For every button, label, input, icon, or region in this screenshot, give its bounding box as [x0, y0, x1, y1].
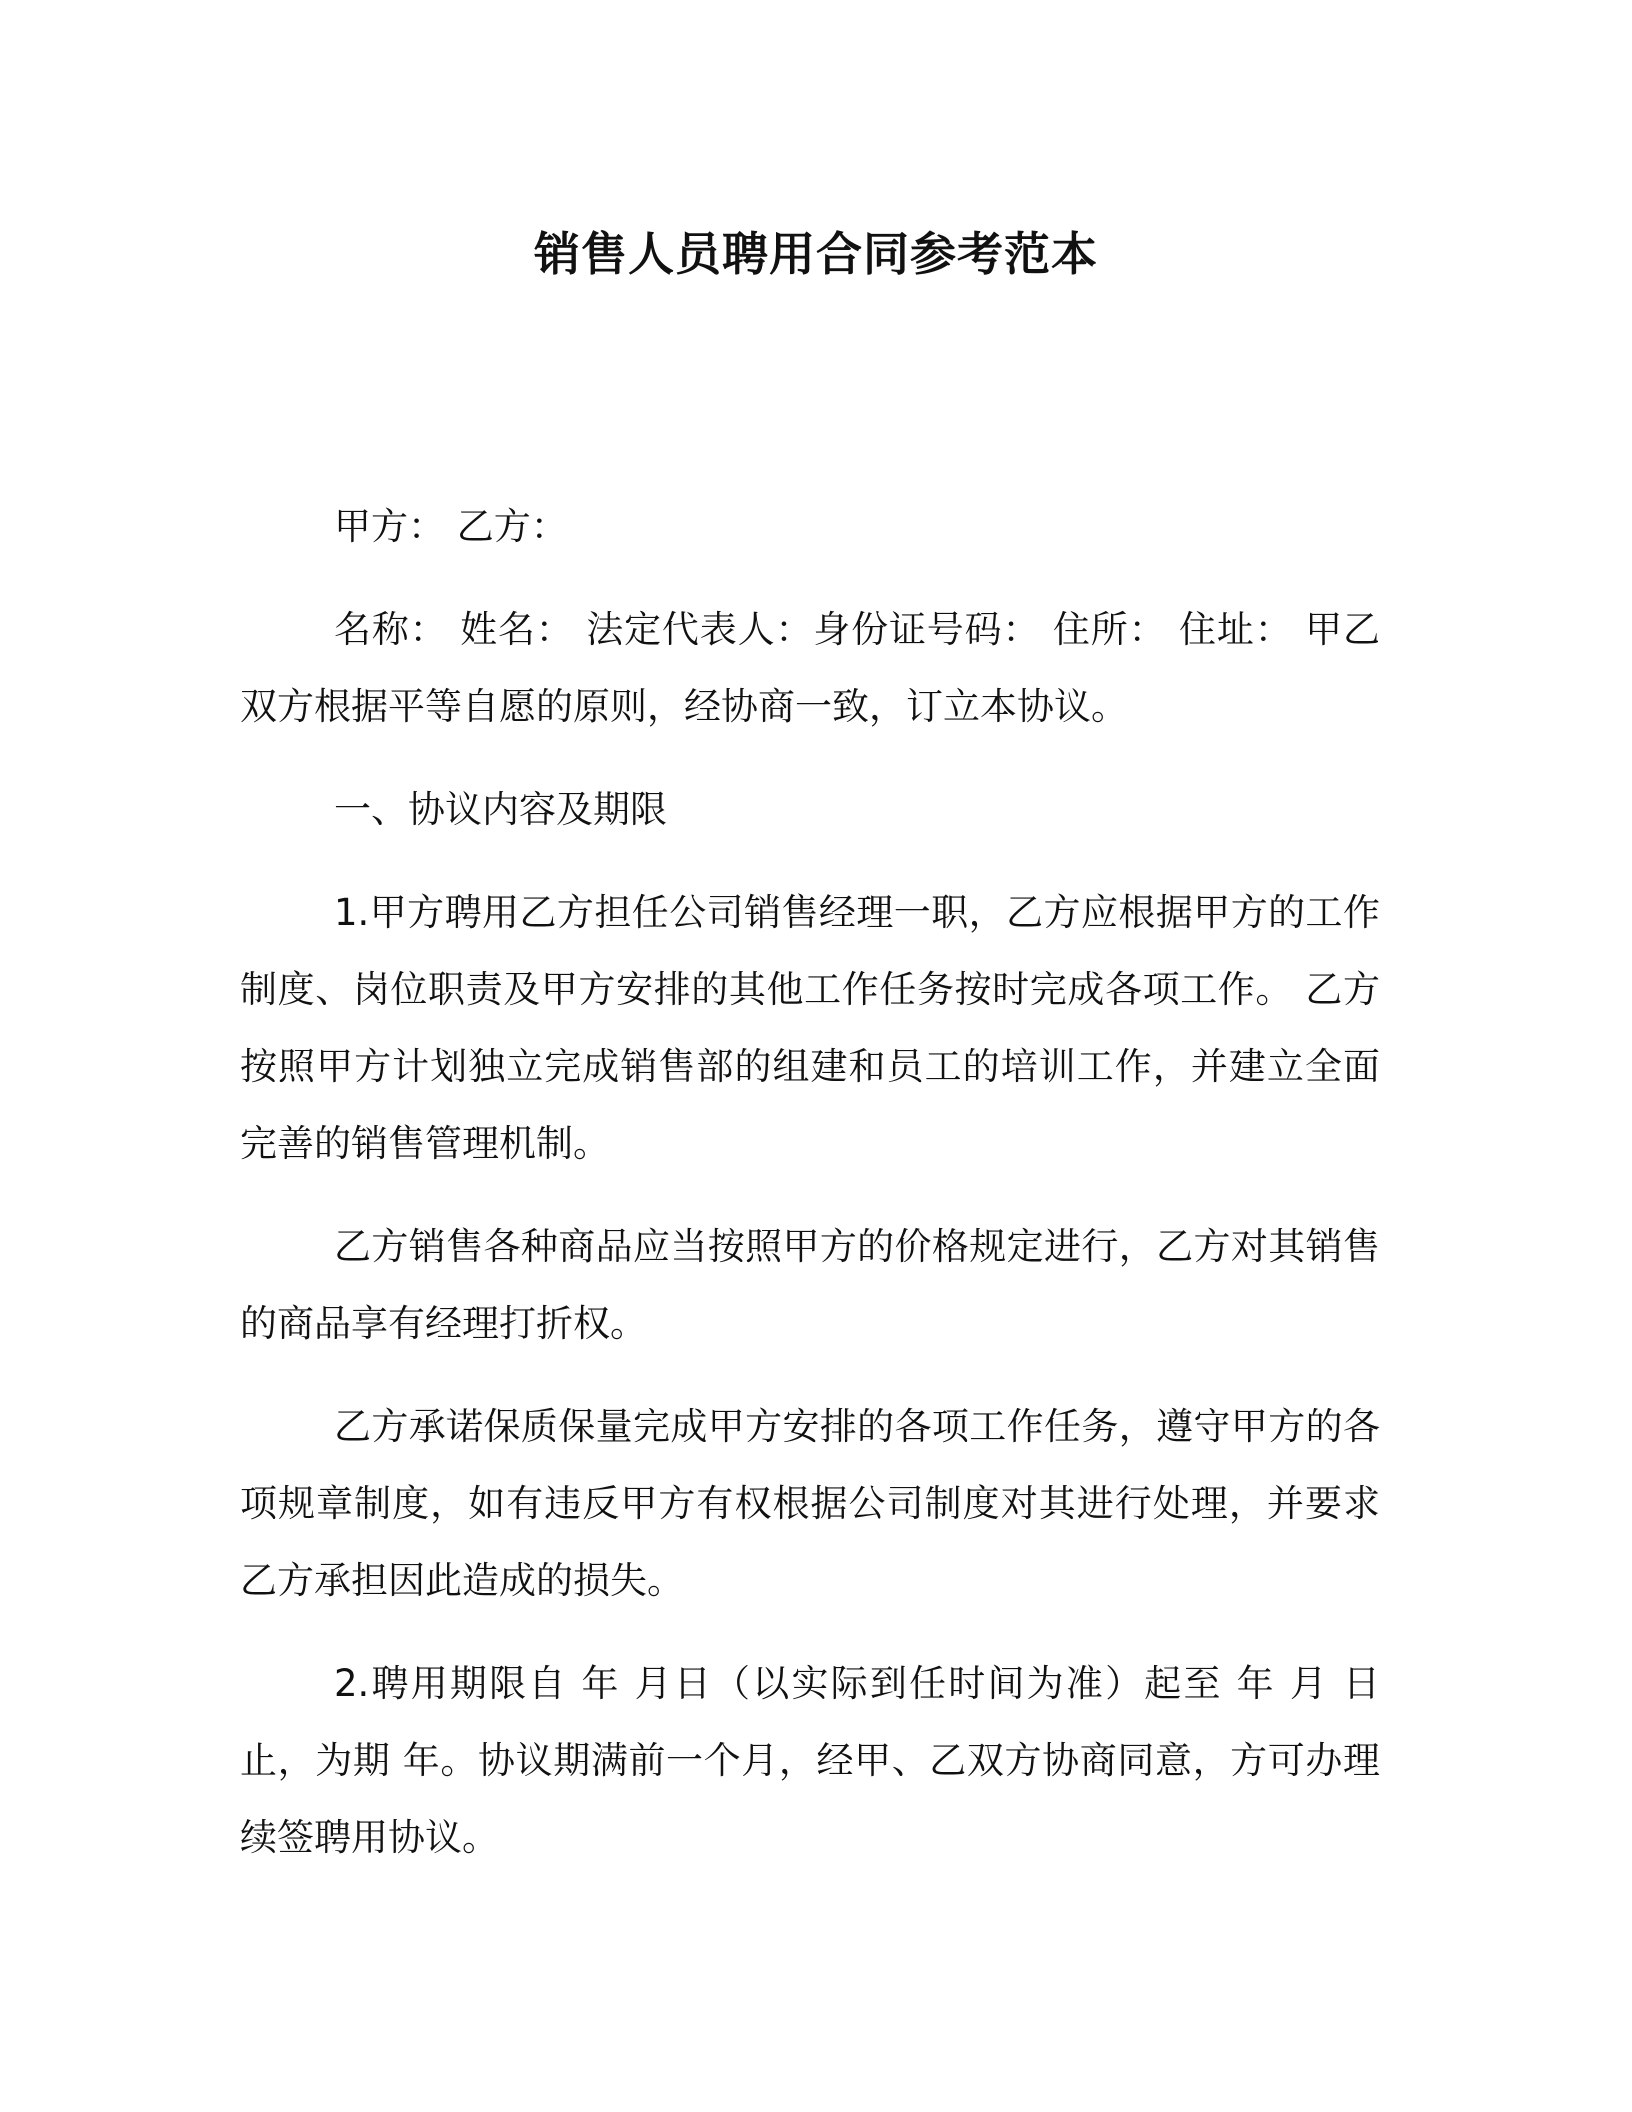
- document-body: [240, 488, 1380, 1902]
- party-details-paragraph: 名称： 姓名： 法定代表人：身份证号码： 住所： 住址： 甲乙双方根据平等自愿的原则，经协商一致，订立本协议。: [240, 608, 1380, 728]
- clause-2-paragraph: 2.聘用期限自 年 月日（以实际到任时间为准）起至 年 月 日止，为期 年。协议期满前一个月，经甲、乙双方协商同意，方可办理续签聘用协议。: [240, 1662, 1380, 1859]
- document-title: 销售人员聘用合同参考范本: [534, 227, 1098, 281]
- section-heading-1: 一、协议内容及期限: [334, 788, 667, 831]
- clause-1-paragraph: 1.甲方聘用乙方担任公司销售经理一职，乙方应根据甲方的工作制度、岗位职责及甲方安排的其他工作任务按时完成各项工作。 乙方按照甲方计划独立完成销售部的组建和员工的培训工作，并建立全面完善的销售管理机制。: [240, 891, 1380, 1165]
- pricing-paragraph: 乙方销售各种商品应当按照甲方的价格规定进行，乙方对其销售的商品享有经理打折权。: [240, 1225, 1380, 1345]
- commitment-paragraph: 乙方承诺保质保量完成甲方安排的各项工作任务，遵守甲方的各项规章制度，如有违反甲方有权根据公司制度对其进行处理，并要求乙方承担因此造成的损失。: [240, 1405, 1380, 1602]
- parties-line: 甲方： 乙方：: [334, 505, 568, 548]
